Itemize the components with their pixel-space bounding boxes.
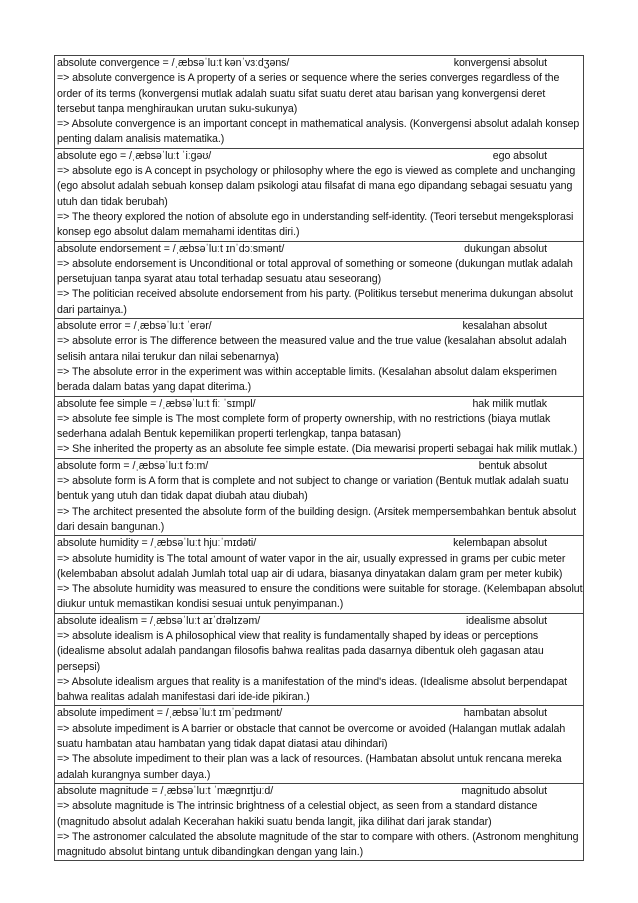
- term-translation: idealisme absolut: [465, 614, 547, 627]
- term-example: => The politician received absolute endorsement from his party. (Politikus tersebut menerima dukungan absolut dari partainya.): [57, 288, 573, 316]
- glossary-entry: [54, 459, 584, 536]
- term-example: => Absolute idealism argues that reality is a manifestation of the mind's ideas. (Idealisme absolut berpendapat bahwa realitas adalah manifestasi dari ide-ide pikiran.): [57, 675, 567, 704]
- term-translation: ego absolut: [492, 149, 547, 162]
- term-definition: => absolute idealism is A philosophical view that reality is fundamentally shaped by ideas or perceptions (idealisme absolut adalah pandangan filosofis bahwa realitas pada dasarnya dibentuk oleh gagasan atau persepsi): [57, 629, 544, 673]
- term-pronunciation: absolute form = /ˌæbsəˈluːt fɔːm/: [57, 459, 209, 472]
- term-translation: hambatan absolut: [463, 707, 547, 720]
- entry-header: [55, 459, 583, 474]
- term-translation: magnitudo absolut: [461, 784, 547, 797]
- glossary-entry: [54, 706, 584, 783]
- term-translation: kesalahan absolut: [462, 320, 547, 333]
- term-pronunciation: absolute convergence = /ˌæbsəˈluːt kənˈvɜːdʒəns/: [57, 57, 290, 69]
- term-example: => The astronomer calculated the absolute magnitude of the star to compare with others. (Astronom menghitung magnitudo absolut bintang untuk dibandingkan dengan yang lain.): [57, 830, 579, 859]
- term-example: => The absolute error in the experiment was within acceptable limits. (Kesalahan absolut dalam eksperimen berada dalam batas yang dapat diterima.): [57, 365, 557, 394]
- term-pronunciation: absolute idealism = /ˌæbsəˈluːt aɪˈdɪəlɪzəm/: [57, 614, 261, 627]
- term-definition: => absolute endorsement is Unconditional or total approval of something or someone (dukungan mutlak adalah persetujuan tanpa syarat atau total terhadap sesuatu atau seseorang): [57, 257, 573, 286]
- entry-header: [55, 706, 583, 721]
- glossary-entry: [54, 56, 584, 149]
- term-definition: => absolute humidity is The total amount of water vapor in the air, usually expressed in grams per cubic meter (kelembaban absolut adalah Jumlah total uap air di udara, biasanya dinyatakan dalam gram per meter kubik): [57, 552, 566, 580]
- term-pronunciation: absolute impediment = /ˌæbsəˈluːt ɪmˈpedɪmənt/: [57, 707, 283, 720]
- glossary-entry: [54, 149, 584, 242]
- term-example: => The absolute humidity was measured to ensure the conditions were suitable for storage. (Kelembapan absolut diukur untuk memastikan kondisi sesuai untuk penyimpanan.): [57, 583, 583, 611]
- term-pronunciation: absolute fee simple = /ˌæbsəˈluːt fiː ˈsɪmpl/: [57, 397, 256, 410]
- term-definition: => absolute impediment is A barrier or obstacle that cannot be overcome or avoided (Halangan mutlak adalah suatu hambatan atau hambatan yang tidak dapat diatasi atau dihindari): [57, 722, 566, 751]
- term-pronunciation: absolute humidity = /ˌæbsəˈluːt hjuːˈmɪdəti/: [57, 537, 257, 550]
- term-pronunciation: absolute magnitude = /ˌæbsəˈluːt ˈmægnɪtjuːd/: [57, 784, 274, 797]
- glossary-entry: [54, 614, 584, 707]
- entry-header: [55, 536, 583, 551]
- entry-header: [55, 784, 583, 799]
- term-example: => The absolute impediment to their plan was a lack of resources. (Hambatan absolut untuk rencana mereka adalah kurangnya sumber daya.): [57, 753, 562, 781]
- term-example: => The architect presented the absolute form of the building design. (Arsitek mempersembahkan bentuk absolut dari desain bangunan.): [57, 505, 577, 533]
- term-pronunciation: absolute endorsement = /ˌæbsəˈluːt ɪnˈdɔːsmənt/: [57, 242, 285, 255]
- term-definition: => absolute magnitude is The intrinsic brightness of a celestial object, as seen from a standard distance (magnitudo absolut adalah Kecerahan hakiki suatu benda langit, jika dilihat dari jarak standar): [57, 800, 538, 828]
- term-definition: => absolute form is A form that is complete and not subject to change or variation (Bentuk mutlak adalah suatu bentuk yang utuh dan tidak dapat diubah atau diubah): [57, 475, 569, 503]
- term-translation: bentuk absolut: [478, 459, 547, 472]
- term-pronunciation: absolute ego = /ˌæbsəˈluːt ˈiːgəʊ/: [57, 149, 212, 162]
- glossary-entry: [54, 397, 584, 459]
- term-translation: konvergensi absolut: [453, 57, 547, 69]
- glossary-entry: [54, 536, 584, 613]
- entry-header: [55, 149, 583, 164]
- glossary-entry: [54, 784, 584, 861]
- entry-header: [55, 397, 583, 412]
- entry-header: [55, 319, 583, 334]
- term-pronunciation: absolute error = /ˌæbsəˈluːt ˈerər/: [57, 320, 212, 333]
- term-definition: => absolute fee simple is The most complete form of property ownership, with no restrictions (biaya mutlak sederhana adalah Bentuk kepemilikan properti terlengkap, tanpa batasan): [57, 412, 551, 441]
- term-definition: => absolute error is The difference between the measured value and the true value (kesalahan absolut adalah selisih antara nilai terukur dan nilai sebenarnya): [57, 335, 567, 363]
- term-example: => Absolute convergence is an important concept in mathematical analysis. (Konvergensi absolut adalah konsep penting dalam analisis matematika.): [57, 118, 580, 146]
- entry-header: [55, 56, 583, 71]
- glossary-table: [54, 55, 584, 861]
- entry-header: [55, 242, 583, 257]
- term-example: => The theory explored the notion of absolute ego in understanding self-identity. (Teori tersebut mengeksplorasi konsep ego absolut dalam memahami identitas diri.): [57, 210, 574, 239]
- term-definition: => absolute convergence is A property of a series or sequence where the series converges regardless of the order of its terms (konvergensi mutlak adalah suatu sifat suatu deret atau barisan yang konvergensi deret tersebut tanpa menghiraukan urutan suku-sukunya): [57, 72, 560, 115]
- entry-header: [55, 614, 583, 629]
- glossary-entry: [54, 319, 584, 396]
- term-example: => She inherited the property as an absolute fee simple estate. (Dia mewarisi properti sebagai hak milik mutlak.): [57, 443, 578, 456]
- term-translation: kelembapan absolut: [453, 537, 547, 550]
- term-translation: dukungan absolut: [464, 242, 547, 255]
- term-definition: => absolute ego is A concept in psychology or philosophy where the ego is viewed as complete and unchanging (ego absolut adalah sebuah konsep dalam psikologi atau filsafat di mana ego dipandang sebagai sesuatu yang utuh dan tidak berubah): [57, 165, 576, 208]
- glossary-entry: [54, 242, 584, 319]
- term-translation: hak milik mutlak: [472, 397, 547, 410]
